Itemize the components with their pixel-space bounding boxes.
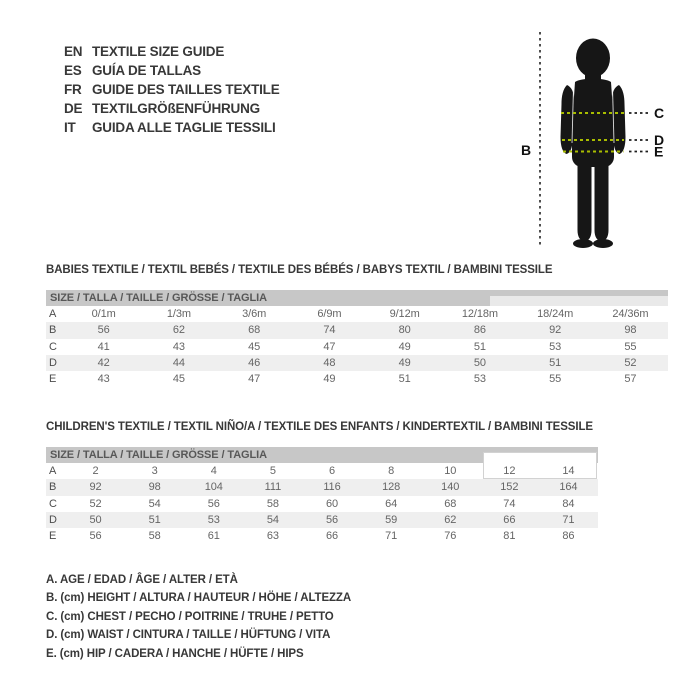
size-value-cell: 47 — [323, 340, 336, 353]
size-value-cell: 58 — [148, 530, 161, 543]
size-value-cell: 50 — [89, 514, 102, 527]
size-value-cell: 152 — [500, 481, 519, 494]
row-measure-letter: D — [49, 514, 57, 527]
size-value-cell: 66 — [325, 530, 339, 543]
size-value-cell: 62 — [172, 324, 185, 337]
size-value-cell: 56 — [89, 530, 102, 543]
size-value-cell: 104 — [204, 481, 223, 494]
language-row — [64, 80, 280, 99]
size-value-cell: 0/1m — [91, 308, 116, 321]
language-code: IT — [64, 120, 76, 135]
children-table-row — [46, 463, 598, 479]
size-value-cell: 3/6m — [242, 308, 267, 321]
size-value-cell: 49 — [398, 357, 411, 370]
language-title: TEXTILGRÖßENFÜHRUNG — [92, 101, 260, 116]
size-value-cell: 4 — [210, 465, 217, 478]
legend-item: C. (cm) CHEST / PECHO / POITRINE / TRUHE / PETTO — [46, 610, 334, 623]
babies-table-row — [46, 339, 668, 355]
children-table-header: SIZE / TALLA / TAILLE / GRÖSSE / TAGLIA — [46, 447, 598, 463]
size-value-cell: 18/24m — [537, 308, 574, 321]
language-code: EN — [64, 44, 83, 59]
size-value-cell: 53 — [473, 373, 486, 386]
size-value-cell: 51 — [148, 514, 161, 527]
babies-size-table — [46, 290, 668, 387]
children-section-title: CHILDREN'S TEXTILE / TEXTIL NIÑO/A / TEXTILE DES ENFANTS / KINDERTEXTIL / BAMBINI TESSILE — [46, 421, 593, 433]
size-value-cell: 51 — [398, 373, 411, 386]
row-measure-letter: A — [49, 308, 57, 321]
language-code: DE — [64, 101, 83, 116]
size-value-cell: 62 — [444, 514, 457, 527]
child-silhouette-figure — [515, 25, 675, 257]
size-value-cell: 61 — [207, 530, 220, 543]
row-measure-letter: C — [49, 340, 57, 353]
size-value-cell: 66 — [503, 514, 516, 527]
size-value-cell: 54 — [148, 497, 161, 510]
legend-item: E. (cm) HIP / CADERA / HANCHE / HÜFTE / HIPS — [46, 647, 304, 660]
row-measure-letter: A — [49, 465, 57, 478]
children-table-row — [46, 479, 598, 495]
waist-label: D — [654, 132, 665, 148]
babies-table-row — [46, 371, 668, 387]
row-measure-letter: D — [49, 357, 57, 370]
row-measure-letter: B — [49, 481, 57, 494]
size-value-cell: 5 — [269, 465, 276, 478]
babies-table-row — [46, 355, 668, 371]
language-list — [64, 42, 280, 137]
size-value-cell: 63 — [266, 530, 279, 543]
size-value-cell: 55 — [549, 373, 562, 386]
size-value-cell: 53 — [207, 514, 220, 527]
size-value-cell: 43 — [97, 373, 110, 386]
row-measure-letter: E — [49, 530, 57, 543]
size-value-cell: 71 — [562, 514, 575, 527]
size-value-cell: 76 — [444, 530, 457, 543]
size-value-cell: 3 — [151, 465, 158, 478]
size-value-cell: 41 — [97, 340, 110, 353]
size-value-cell: 54 — [266, 514, 279, 527]
language-row — [64, 118, 280, 137]
size-value-cell: 84 — [562, 497, 575, 510]
language-code: FR — [64, 82, 82, 97]
size-value-cell: 81 — [503, 530, 516, 543]
size-value-cell: 50 — [473, 357, 486, 370]
size-value-cell: 92 — [549, 324, 562, 337]
size-value-cell: 51 — [473, 340, 486, 353]
size-value-cell: 8 — [388, 465, 395, 478]
size-value-cell: 74 — [323, 324, 336, 337]
size-value-cell: 59 — [385, 514, 398, 527]
size-value-cell: 49 — [398, 340, 411, 353]
size-value-cell: 10 — [444, 465, 457, 478]
legend-item: A. AGE / EDAD / ÂGE / ALTER / ETÀ — [46, 574, 238, 586]
size-value-cell: 24/36m — [612, 308, 649, 321]
size-value-cell: 45 — [248, 340, 261, 353]
size-value-cell: 43 — [172, 340, 185, 353]
language-row — [64, 42, 280, 61]
size-value-cell: 56 — [325, 514, 339, 527]
size-value-cell: 68 — [248, 324, 261, 337]
size-value-cell: 9/12m — [389, 308, 420, 321]
row-measure-letter: C — [49, 497, 57, 510]
size-value-cell: 6/9m — [317, 308, 342, 321]
children-table-row — [46, 496, 598, 512]
size-value-cell: 86 — [562, 530, 575, 543]
size-value-cell: 58 — [266, 497, 279, 510]
size-value-cell: 55 — [624, 340, 637, 353]
babies-table-header: SIZE / TALLA / TAILLE / GRÖSSE / TAGLIA — [46, 290, 668, 306]
size-value-cell: 45 — [172, 373, 185, 386]
children-table-row — [46, 512, 598, 528]
size-value-cell: 53 — [549, 340, 562, 353]
size-value-cell: 1/3m — [166, 308, 191, 321]
size-value-cell: 116 — [323, 481, 341, 494]
size-value-cell: 44 — [172, 357, 185, 370]
size-value-cell: 140 — [441, 481, 460, 494]
size-value-cell: 71 — [385, 530, 398, 543]
size-value-cell: 64 — [385, 497, 398, 510]
language-title: GUIDA ALLE TAGLIE TESSILI — [92, 120, 276, 135]
size-value-cell: 80 — [398, 324, 411, 337]
size-value-cell: 6 — [328, 465, 335, 478]
size-value-cell: 92 — [89, 481, 102, 494]
size-value-cell: 14 — [562, 465, 575, 478]
language-code: ES — [64, 63, 82, 78]
size-value-cell: 2 — [92, 465, 99, 478]
chest-label: C — [654, 105, 665, 121]
size-value-cell: 128 — [382, 481, 401, 494]
language-title: GUIDE DES TAILLES TEXTILE — [92, 82, 280, 97]
size-value-cell: 98 — [624, 324, 637, 337]
language-row — [64, 99, 280, 118]
size-value-cell: 51 — [549, 357, 562, 370]
size-value-cell: 52 — [624, 357, 637, 370]
measurement-legend — [46, 571, 351, 663]
language-row — [64, 61, 280, 80]
size-value-cell: 111 — [264, 481, 282, 494]
babies-table-row — [46, 322, 668, 338]
size-value-cell: 12 — [503, 465, 516, 478]
size-value-cell: 49 — [323, 373, 336, 386]
size-value-cell: 56 — [97, 324, 110, 337]
row-measure-letter: B — [49, 324, 57, 337]
language-title: TEXTILE SIZE GUIDE — [92, 44, 225, 59]
legend-item: B. (cm) HEIGHT / ALTURA / HAUTEUR / HÖHE / ALTEZZA — [46, 592, 352, 605]
size-value-cell: 98 — [148, 481, 161, 494]
height-label: B — [521, 142, 532, 158]
language-title: GUÍA DE TALLAS — [92, 63, 201, 78]
children-table-row — [46, 528, 598, 544]
children-size-table — [46, 447, 598, 544]
legend-item: D. (cm) WAIST / CINTURA / TAILLE / HÜFTUNG / VITA — [46, 629, 331, 642]
size-value-cell: 68 — [444, 497, 457, 510]
size-value-cell: 56 — [207, 497, 220, 510]
size-value-cell: 48 — [323, 357, 336, 370]
row-measure-letter: E — [49, 373, 57, 386]
size-value-cell: 57 — [624, 373, 637, 386]
size-value-cell: 86 — [473, 324, 486, 337]
size-value-cell: 12/18m — [461, 308, 498, 321]
size-value-cell: 74 — [503, 497, 516, 510]
babies-table-row — [46, 306, 668, 322]
size-value-cell: 42 — [97, 357, 110, 370]
child-silhouette — [561, 39, 626, 249]
babies-section-title: BABIES TEXTILE / TEXTIL BEBÉS / TEXTILE DES BÉBÉS / BABYS TEXTIL / BAMBINI TESSILE — [46, 264, 553, 276]
size-value-cell: 47 — [248, 373, 261, 386]
size-value-cell: 60 — [325, 497, 339, 510]
hip-label: E — [654, 143, 664, 160]
size-value-cell: 164 — [559, 481, 578, 494]
size-value-cell: 46 — [248, 357, 261, 370]
size-value-cell: 52 — [89, 497, 102, 510]
